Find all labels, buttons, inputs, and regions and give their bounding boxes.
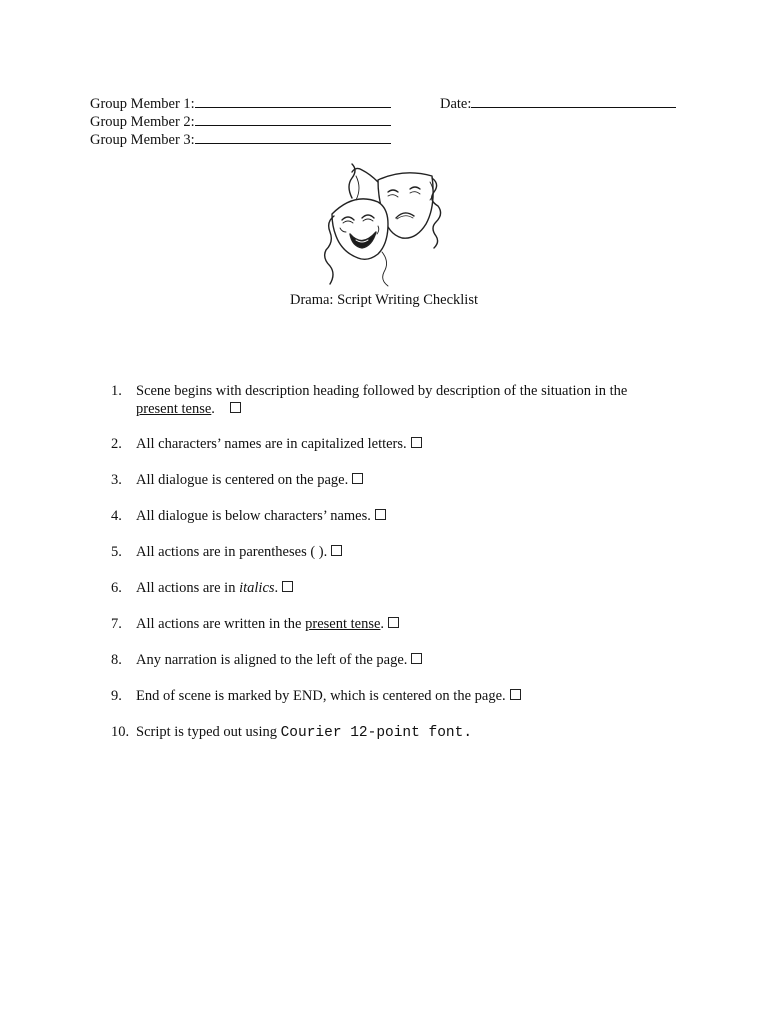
item-text: Script is typed out using [136, 724, 277, 740]
checkbox[interactable] [282, 581, 293, 592]
checkbox[interactable] [388, 617, 399, 628]
group-member-2-label: Group Member 2: [90, 114, 195, 130]
item-number: 4. [111, 508, 122, 524]
checklist-item-5 [111, 543, 671, 561]
checklist-item-8 [111, 651, 671, 669]
checkbox[interactable] [331, 545, 342, 556]
checklist-item-1 [111, 382, 671, 418]
checklist-item-10 [111, 723, 671, 742]
item-number: 7. [111, 616, 122, 632]
item-text-end: . [380, 616, 385, 632]
drama-masks-icon [322, 162, 444, 290]
item-number: 2. [111, 436, 122, 452]
checkbox[interactable] [411, 653, 422, 664]
item-number: 3. [111, 472, 122, 488]
checklist-item-7 [111, 615, 671, 633]
checklist-item-2 [111, 435, 671, 453]
checkbox[interactable] [352, 473, 363, 484]
item-number: 8. [111, 652, 122, 668]
group-member-3-blank[interactable] [195, 130, 391, 144]
checklist-item-9 [111, 687, 671, 705]
group-member-2-field [90, 112, 391, 131]
checklist-item-6 [111, 579, 671, 597]
item-text: Scene begins with description heading followed by description of the situation in the [136, 383, 628, 399]
item-text: All actions are in [136, 580, 236, 596]
item-underlined-text: present tense [305, 616, 381, 632]
group-member-1-label: Group Member 1: [90, 96, 195, 112]
item-text: End of scene is marked by END, which is centered on the page. [136, 688, 506, 704]
checklist-item-4 [111, 507, 671, 525]
checklist [111, 382, 671, 742]
group-member-2-blank[interactable] [195, 112, 391, 126]
item-courier-text: Courier 12-point font. [280, 725, 473, 741]
item-text: All dialogue is below characters’ names. [136, 508, 371, 524]
item-text: All characters’ names are in capitalized letters. [136, 436, 407, 452]
group-member-1-field [90, 94, 391, 113]
item-number: 10. [111, 724, 130, 740]
checklist-item-3 [111, 471, 671, 489]
item-number: 6. [111, 580, 122, 596]
item-underlined-text: present tense [136, 401, 212, 417]
date-blank[interactable] [471, 94, 676, 108]
checkbox[interactable] [375, 509, 386, 520]
item-text: All dialogue is centered on the page. [136, 472, 349, 488]
group-member-1-blank[interactable] [195, 94, 391, 108]
item-text-end: . [211, 401, 215, 417]
checkbox[interactable] [510, 689, 521, 700]
document-title: Drama: Script Writing Checklist [289, 292, 479, 308]
item-text: All actions are in parentheses ( ). [136, 544, 328, 560]
group-member-3-field [90, 130, 391, 149]
item-number: 9. [111, 688, 122, 704]
date-label: Date: [440, 96, 472, 112]
item-text-end: . [274, 580, 279, 596]
checkbox[interactable] [411, 437, 422, 448]
group-member-3-label: Group Member 3: [90, 132, 195, 148]
item-number: 1. [111, 383, 122, 399]
item-text: Any narration is aligned to the left of the page. [136, 652, 408, 668]
item-number: 5. [111, 544, 122, 560]
date-field [440, 94, 676, 113]
item-italic-text: italics [239, 580, 275, 596]
item-text: All actions are written in the [136, 616, 302, 632]
checkbox[interactable] [230, 402, 241, 413]
